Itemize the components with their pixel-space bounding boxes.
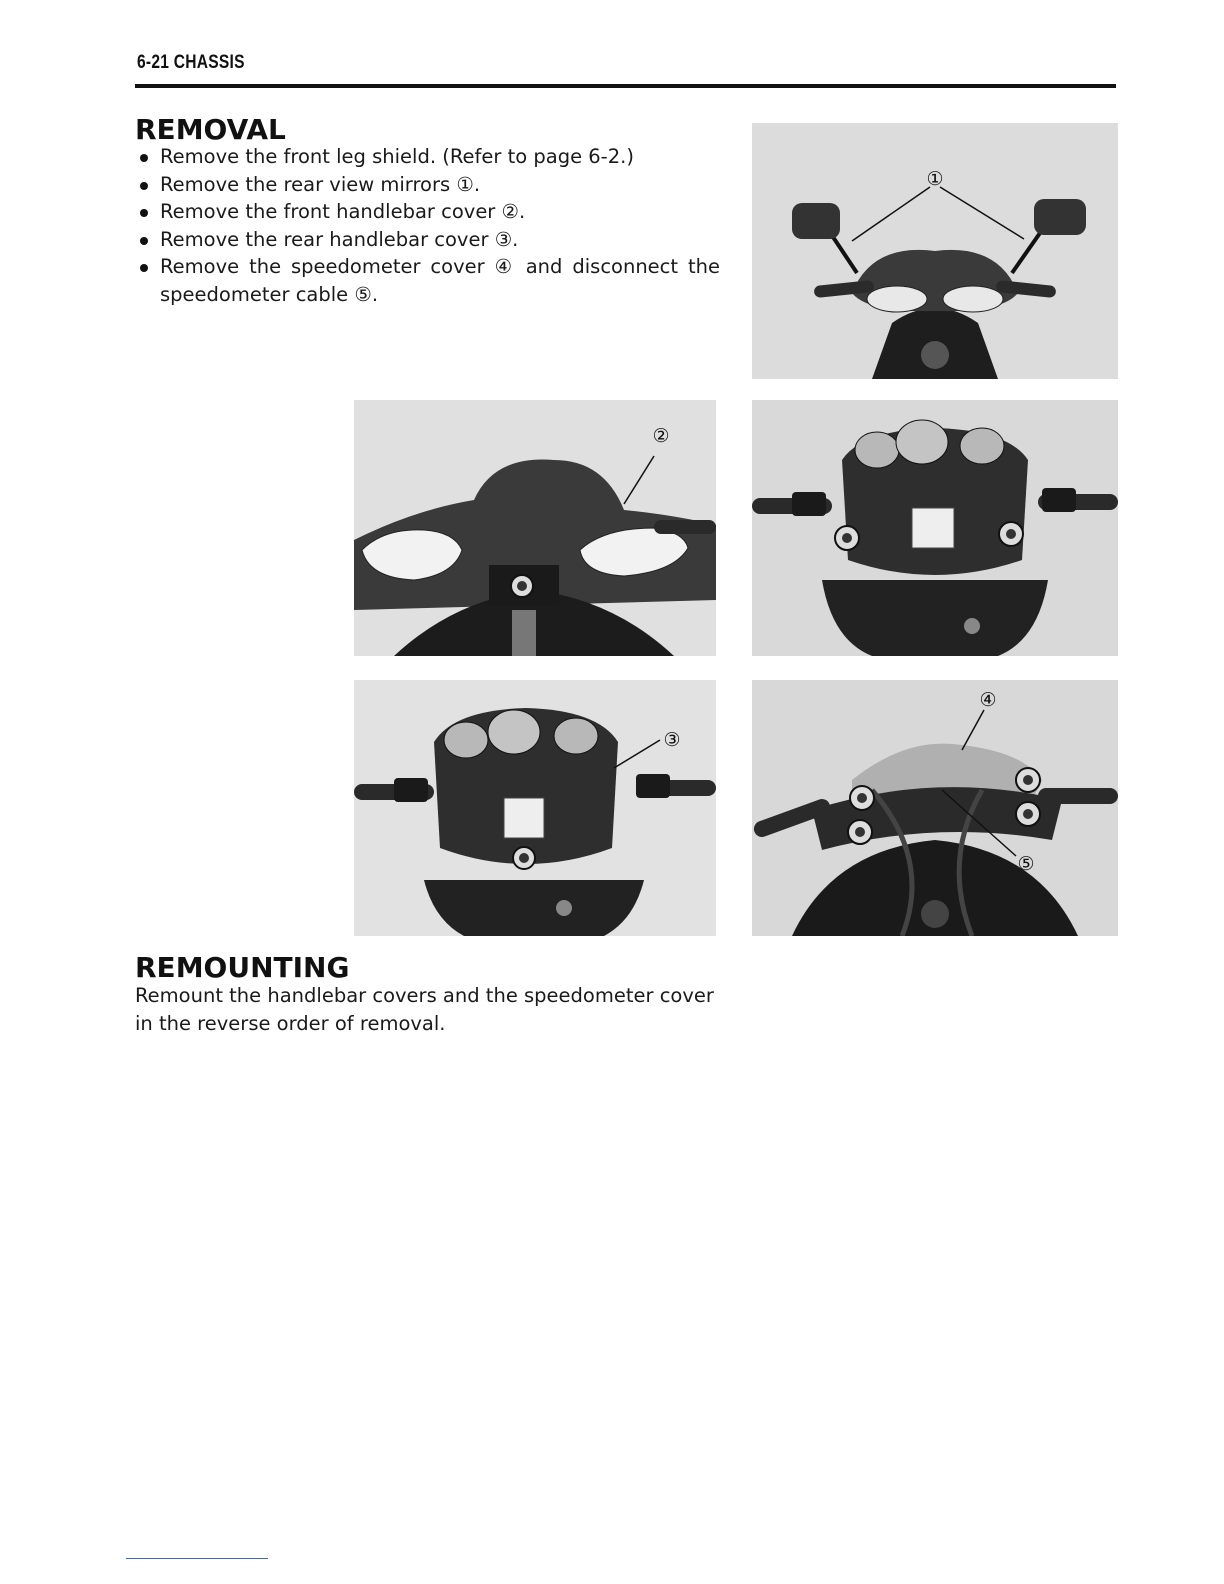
bullet-icon [140,264,148,272]
removal-step: Remove the rear view mirrors ①. [135,171,720,199]
removal-step: Remove the rear handlebar cover ③. [135,226,720,254]
callout-5-label: ⑤ [1017,853,1035,875]
remounting-text: Remount the handlebar covers and the speedometer cover in the reverse order of removal. [135,984,714,1035]
bullet-icon [140,209,148,217]
removal-step: Remove the speedometer cover ④ and disconnect the speedometer cable ⑤. [135,253,720,308]
footer-rule [126,1558,268,1559]
page-header [135,50,1116,88]
removal-heading: REMOVAL [135,113,286,146]
bullet-icon [140,182,148,190]
photo-rear-view-mirrors [752,123,1118,379]
photo-rear-handlebar-cover [354,680,716,936]
remounting-heading: REMOUNTING [135,951,350,984]
removal-step: Remove the front leg shield. (Refer to page 6-2.) [135,143,720,171]
photo-speedometer-cover-cable [752,680,1118,936]
callout-2-label: ② [652,425,670,447]
callout-1-label: ① [926,168,944,190]
photo-rear-handlebar-cover-screws [752,400,1118,656]
removal-steps [135,143,720,309]
callout-4-label: ④ [979,689,997,711]
callout-3-label: ③ [663,729,681,751]
bullet-icon [140,154,148,162]
removal-step: Remove the front handlebar cover ②. [135,198,720,226]
bullet-icon [140,237,148,245]
photo-front-handlebar-cover [354,400,716,656]
page-header-text: 6-21 CHASSIS [137,52,245,73]
